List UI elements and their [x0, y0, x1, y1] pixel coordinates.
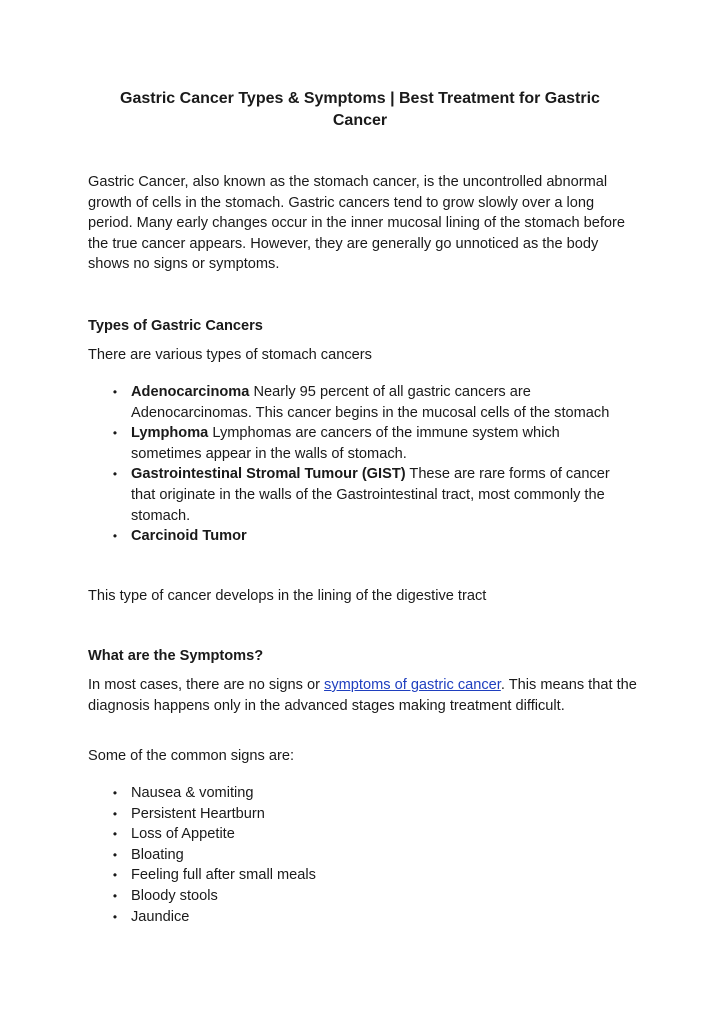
bullet-icon: • [112, 786, 118, 800]
symptoms-lead-text: Some of the common signs are: [88, 748, 295, 764]
list-item [110, 845, 630, 866]
list-item [110, 783, 630, 804]
symptoms-heading: What are the Symptoms? [88, 648, 264, 664]
list-item [110, 824, 630, 845]
list-item [110, 865, 630, 886]
symptoms-intro-before: In most cases, there are no signs or [88, 677, 325, 693]
type-name: Gastrointestinal Stromal Tumour (GIST) [131, 466, 406, 483]
bullet-icon: • [112, 426, 118, 441]
symptoms-intro [88, 675, 638, 716]
list-item [110, 907, 630, 928]
type-description: These are rare forms of cancer that originate in the walls of the Gastrointestinal tract, most commonly the stomach. [131, 466, 610, 524]
bullet-icon: • [112, 529, 118, 544]
intro-paragraph: Gastric Cancer, also known as the stomach cancer, is the uncontrolled abnormal growth of cells in the stomach. Gastric cancers tend to grow slowly over a long period. Many early changes occur in the inner mucosal lining of the stomach before the true cancer appears. However, they are generally go unnoticed as the body shows no signs or symptoms. [88, 174, 626, 273]
bullet-icon: • [112, 467, 118, 482]
type-name: Lymphoma [131, 425, 209, 442]
list-item [110, 464, 630, 526]
list-item [110, 382, 630, 423]
cancer-types-list [110, 382, 630, 547]
symptom-label: Loss of Appetite [131, 826, 235, 843]
types-heading: Types of Gastric Cancers [88, 318, 263, 334]
list-item [110, 423, 630, 464]
type-description: Lymphomas are cancers of the immune system which sometimes appear in the walls of stomach. [131, 425, 560, 462]
type-description: Nearly 95 percent of all gastric cancers are Adenocarcinomas. This cancer begins in the mucosal cells of the stomach [131, 384, 610, 421]
symptom-label: Jaundice [131, 908, 190, 925]
symptoms-intro-after: . This means that the diagnosis happens only in the advanced stages making treatment difficult. [88, 677, 637, 714]
carcinoid-note: This type of cancer develops in the lining of the digestive tract [88, 588, 487, 604]
bullet-icon: • [112, 909, 118, 924]
list-item [110, 804, 630, 825]
symptom-label: Feeling full after small meals [131, 867, 316, 884]
bullet-icon: • [112, 385, 118, 399]
bullet-icon: • [112, 868, 118, 883]
symptom-label: Persistent Heartburn [131, 805, 265, 822]
symptoms-link[interactable]: symptoms of gastric cancer [324, 677, 501, 693]
bullet-icon: • [112, 847, 118, 862]
page-title: Gastric Cancer Types & Symptoms | Best Treatment for Gastric Cancer [120, 90, 600, 129]
list-item [110, 886, 630, 907]
list-item [110, 526, 630, 547]
type-name: Adenocarcinoma [131, 384, 250, 400]
symptom-label: Nausea & vomiting [131, 785, 254, 801]
bullet-icon: • [112, 888, 118, 903]
bullet-icon: • [112, 827, 118, 842]
type-name: Carcinoid Tumor [131, 528, 247, 545]
symptoms-list [110, 783, 630, 927]
symptom-label: Bloating [131, 846, 184, 863]
symptom-label: Bloody stools [131, 887, 218, 904]
bullet-icon: • [112, 806, 118, 821]
types-lead-text: There are various types of stomach cancers [88, 347, 372, 363]
